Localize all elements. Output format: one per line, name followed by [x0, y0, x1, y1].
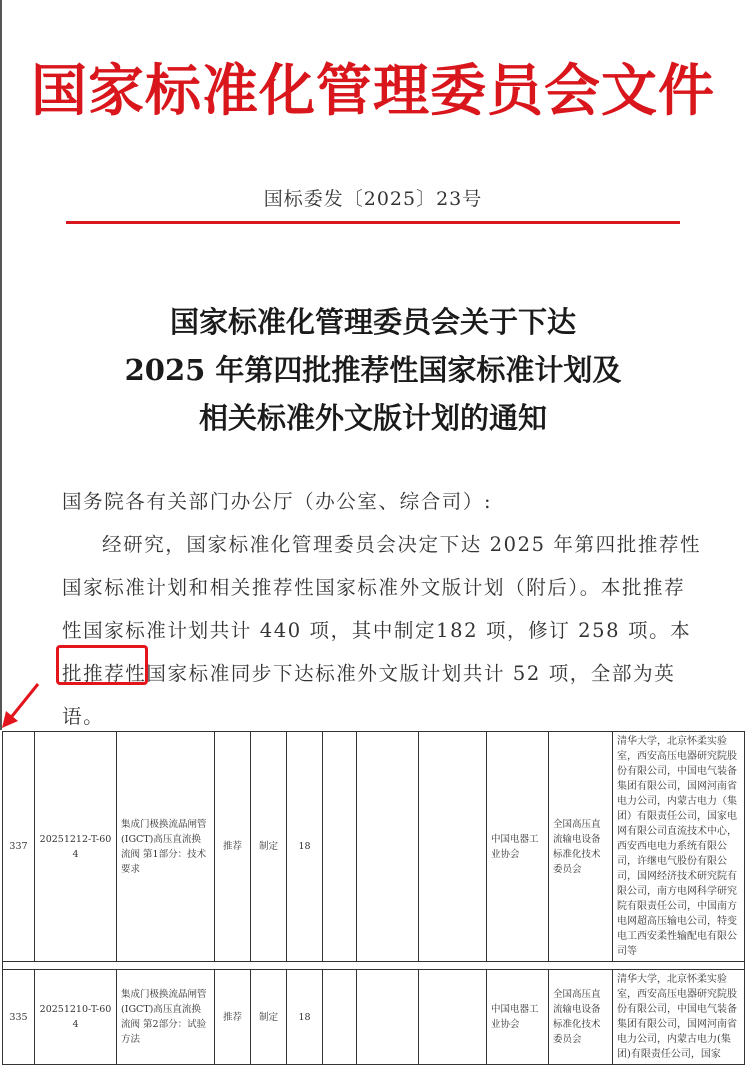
standard-plan-table — [2, 731, 745, 1065]
cell-empty — [357, 970, 419, 1065]
cell-type: 制定 — [251, 970, 287, 1065]
notice-body — [62, 480, 702, 738]
cell-competent-unit: 中国电器工业协会 — [487, 970, 549, 1065]
cell-empty — [323, 732, 357, 962]
cell-empty — [419, 732, 487, 962]
notice-title-line: 相关标准外文版计划的通知 — [198, 401, 547, 435]
notice-title-line: 国家标准化管理委员会关于下达 — [169, 305, 576, 339]
table-row — [3, 970, 745, 1065]
cell-drafting-units: 清华大学，北京怀柔实验室，西安高压电器研究院股份有限公司，中国电气装备集团有限公司，国网河南省电力公司，内蒙古电力（集团）有限责任公司，国家电网有限公司直流技术中心，西安西电电力系统有限公司，许继电气股份有限公司，国网经济技术研究院有限公司，南方电网科学研究院有限责任公司，中国南方电网超高压输电公司，特变电工西安柔性输配电有限公司等 — [613, 732, 745, 962]
cell-committee: 全国高压直流输电设备标准化技术委员会 — [549, 732, 613, 962]
cell-plan-number: 20251210-T-604 — [35, 970, 117, 1065]
document-number: 国标委发〔2025〕23号 — [263, 188, 483, 210]
cell-empty — [323, 970, 357, 1065]
cell-empty — [357, 732, 419, 962]
red-divider — [66, 221, 680, 224]
cell-standard-name: 集成门极换流晶闸管(IGCT)高压直流换流阀 第1部分：技术要求 — [117, 732, 215, 962]
cell-drafting-units: 清华大学，北京怀柔实验室，西安高压电器研究院股份有限公司，中国电气装备集团有限公司，国网河南省电力公司，内蒙古电力(集团)有限责任公司，国家 — [613, 970, 745, 1065]
table-separator — [3, 962, 745, 970]
red-arrow-icon — [0, 680, 44, 730]
cell-seq: 335 — [3, 970, 35, 1065]
cell-nature: 推荐 — [215, 732, 251, 962]
cell-empty — [419, 970, 487, 1065]
cell-standard-name: 集成门极换流晶闸管(IGCT)高压直流换流阀 第2部分：试验方法 — [117, 970, 215, 1065]
highlighted-count: 182 项 — [436, 619, 508, 642]
body-text-start: 经研究，国家标准化管理委员会决定下达 2025 年第四批推荐性国家标准计划和相关推荐性国家标准外文版计划（附后）。本批推荐性国家标准计划共计 440 项，其中制定 — [62, 533, 702, 642]
cell-period: 18 — [287, 732, 323, 962]
table-row — [3, 732, 745, 962]
cell-type: 制定 — [251, 732, 287, 962]
cell-competent-unit: 中国电器工业协会 — [487, 732, 549, 962]
notice-title — [0, 298, 746, 442]
cell-seq: 337 — [3, 732, 35, 962]
cell-period: 18 — [287, 970, 323, 1065]
body-text-end: ，修订 258 项。本批推荐性国家标准同步下达标准外文版计划共计 52 项，全部为英语。 — [62, 619, 692, 728]
red-highlight-box — [56, 645, 148, 685]
document-header-title: 国家标准化管理委员会文件 — [31, 59, 715, 124]
cell-plan-number: 20251212-T-604 — [35, 732, 117, 962]
body-paragraph — [62, 523, 702, 738]
cell-nature: 推荐 — [215, 970, 251, 1065]
cell-committee: 全国高压直流输电设备标准化技术委员会 — [549, 970, 613, 1065]
notice-title-line: 2025 年第四批推荐性国家标准计划及 — [124, 353, 622, 387]
salutation: 国务院各有关部门办公厅（办公室、综合司）: — [62, 490, 493, 513]
